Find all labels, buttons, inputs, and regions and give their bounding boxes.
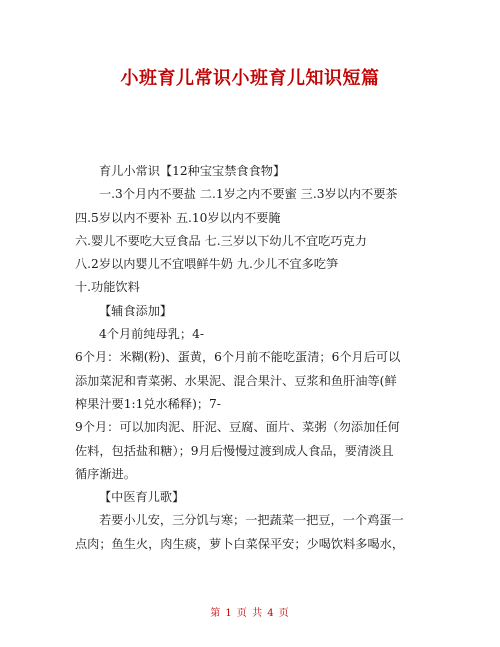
paragraph-line: 4个月前纯母乳；4- [99, 327, 204, 342]
paragraph-line: 榨果汁要1:1兑水稀释)；7- [75, 396, 221, 411]
paragraph-line: 十.功能饮料 [75, 280, 140, 295]
paragraph-line: 四.5岁以内不要补 五.10岁以内不要腌 [75, 210, 281, 225]
paragraph-line: 育儿小常识【12种宝宝禁食食物】 [99, 164, 286, 178]
paragraph-line: 9个月：可以加肉泥、肝泥、豆腐、面片、菜粥（勿添加任何 [75, 420, 400, 435]
paragraph-line: 添加菜泥和青菜粥、水果泥、混合果汁、豆浆和鱼肝油等(鲜 [75, 373, 397, 388]
paragraph-line: 循序渐进。 [75, 466, 136, 481]
document-body [75, 160, 435, 556]
document-title: 小班育儿常识小班育儿知识短篇 [120, 68, 380, 89]
paragraph-line: 点肉；鱼生火，肉生痰，萝卜白菜保平安；少喝饮料多喝水， [75, 536, 405, 551]
section-heading: 【中医育儿歌】 [99, 490, 185, 505]
paragraph-line: 6个月：米糊(粉)、蛋黄，6个月前不能吃蛋清；6个月后可以 [75, 350, 401, 365]
page-number: 第 1 页 共 4 页 [210, 608, 290, 619]
section-heading: 【辅食添加】 [99, 303, 173, 318]
paragraph-line: 六.婴儿不要吃大豆食品 七.三岁以下幼儿不宜吃巧克力 [75, 233, 367, 248]
paragraph-line: 若要小儿安，三分饥与寒；一把蔬菜一把豆，一个鸡蛋一 [99, 513, 404, 528]
paragraph-line: 佐料，包括盐和糖）；9月后慢慢过渡到成人食品，要清淡且 [75, 443, 394, 458]
paragraph-line: 一.3个月内不要盐 二.1岁之内不要蜜 三.3岁以内不要茶 [99, 187, 398, 202]
paragraph-line: 八.2岁以内婴儿不宜喂鲜牛奶 九.少儿不宜多吃笋 [75, 257, 339, 272]
